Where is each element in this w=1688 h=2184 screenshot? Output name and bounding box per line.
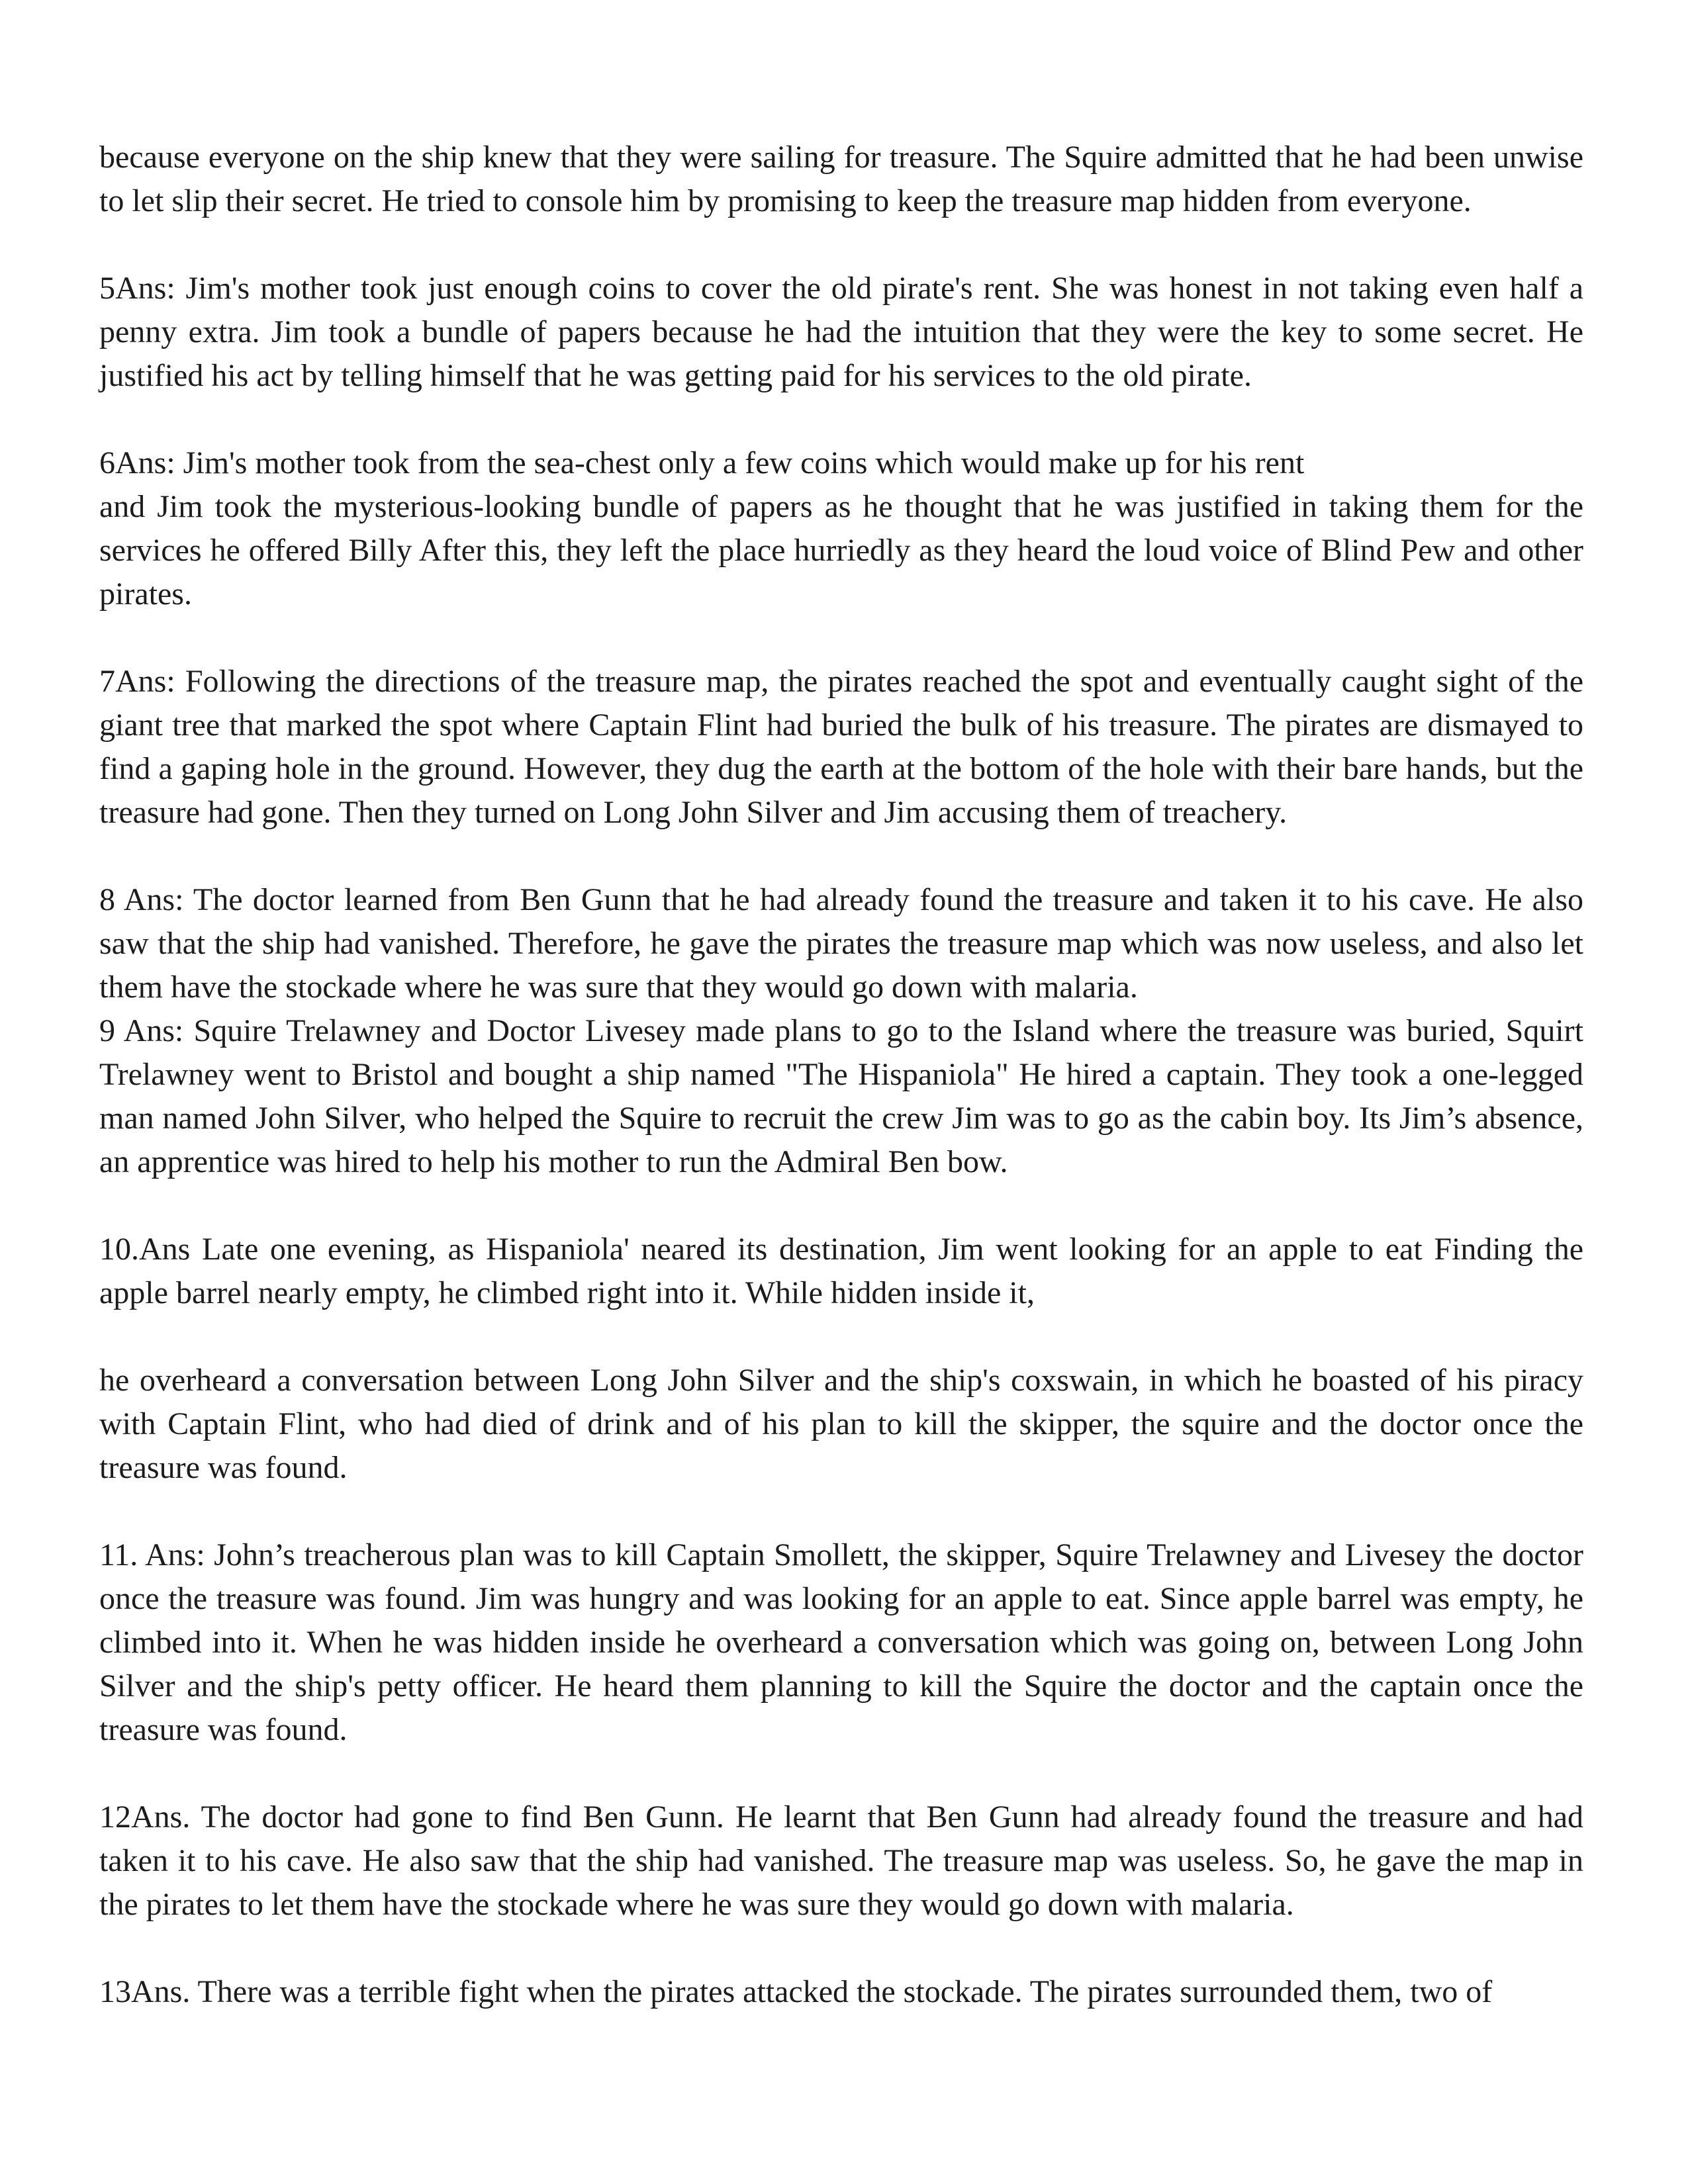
document-page: [99, 136, 1583, 2014]
answer-6-first-line: 6Ans: Jim's mother took from the sea-chest only a few coins which would make up for his rent: [99, 445, 1305, 480]
answer-10-part-2: he overheard a conversation between Long John Silver and the ship's coxswain, in which he boasted of his piracy with Captain Flint, who had died of drink and of his plan to kill the skipper, the squire and the doctor once the treasure was found.: [99, 1363, 1583, 1485]
answer-9: 9 Ans: Squire Trelawney and Doctor Livesey made plans to go to the Island where the treasure was buried, Squirt Trelawney went to Bristol and bought a ship named "The Hispaniola" He hired a captain. They took a one-legged man named John Silver, who helped the Squire to recruit the crew Jim was to go as the cabin boy. Its Jim’s absence, an apprentice was hired to help his mother to run the Admiral Ben bow.: [99, 1013, 1583, 1179]
answer-13: 13Ans. There was a terrible fight when the pirates attacked the stockade. The pirates surrounded them, two of: [99, 1974, 1493, 2009]
answer-5: 5Ans: Jim's mother took just enough coins to cover the old pirate's rent. She was honest in not taking even half a penny extra. Jim took a bundle of papers because he had the intuition that they were the key to some secret. He justified his act by telling himself that he was getting paid for his services to the old pirate.: [99, 271, 1583, 393]
answer-11: 11. Ans: John’s treacherous plan was to kill Captain Smollett, the skipper, Squire Trelawney and Livesey the doctor once the treasure was found. Jim was hungry and was looking for an apple to eat. Since apple barrel was empty, he climbed into it. When he was hidden inside he overheard a conversation which was going on, between Long John Silver and the ship's petty officer. He heard them planning to kill the Squire the doctor and the captain once the treasure was found.: [99, 1537, 1583, 1747]
answer-12: 12Ans. The doctor had gone to find Ben Gunn. He learnt that Ben Gunn had already found the treasure and had taken it to his cave. He also saw that the ship had vanished. The treasure map was useless. So, he gave the map in the pirates to let them have the stockade where he was sure they would go down with malaria.: [99, 1799, 1583, 1922]
answer-8: 8 Ans: The doctor learned from Ben Gunn that he had already found the treasure and taken it to his cave. He also saw that the ship had vanished. Therefore, he gave the pirates the treasure map which was now useless, and also let them have the stockade where he was sure that they would go down with malaria.: [99, 882, 1583, 1005]
paragraph-continuation: because everyone on the ship knew that they were sailing for treasure. The Squire admitted that he had been unwise to let slip their secret. He tried to console him by promising to keep the treasure map hidden from everyone.: [99, 140, 1583, 218]
answer-6: [99, 441, 1583, 616]
answer-6-rest: and Jim took the mysterious-looking bundle of papers as he thought that he was justified in taking them for the services he offered Billy After this, they left the place hurriedly as they heard the loud voice of Blind Pew and other pirates.: [99, 489, 1583, 612]
answer-10-part-1: 10.Ans Late one evening, as Hispaniola' neared its destination, Jim went looking for an apple to eat Finding the apple barrel nearly empty, he climbed right into it. While hidden inside it,: [99, 1232, 1583, 1310]
answer-7: 7Ans: Following the directions of the treasure map, the pirates reached the spot and eventually caught sight of the giant tree that marked the spot where Captain Flint had buried the bulk of his treasure. The pirates are dismayed to find a gaping hole in the ground. However, they dug the earth at the bottom of the hole with their bare hands, but the treasure had gone. Then they turned on Long John Silver and Jim accusing them of treachery.: [99, 664, 1583, 830]
